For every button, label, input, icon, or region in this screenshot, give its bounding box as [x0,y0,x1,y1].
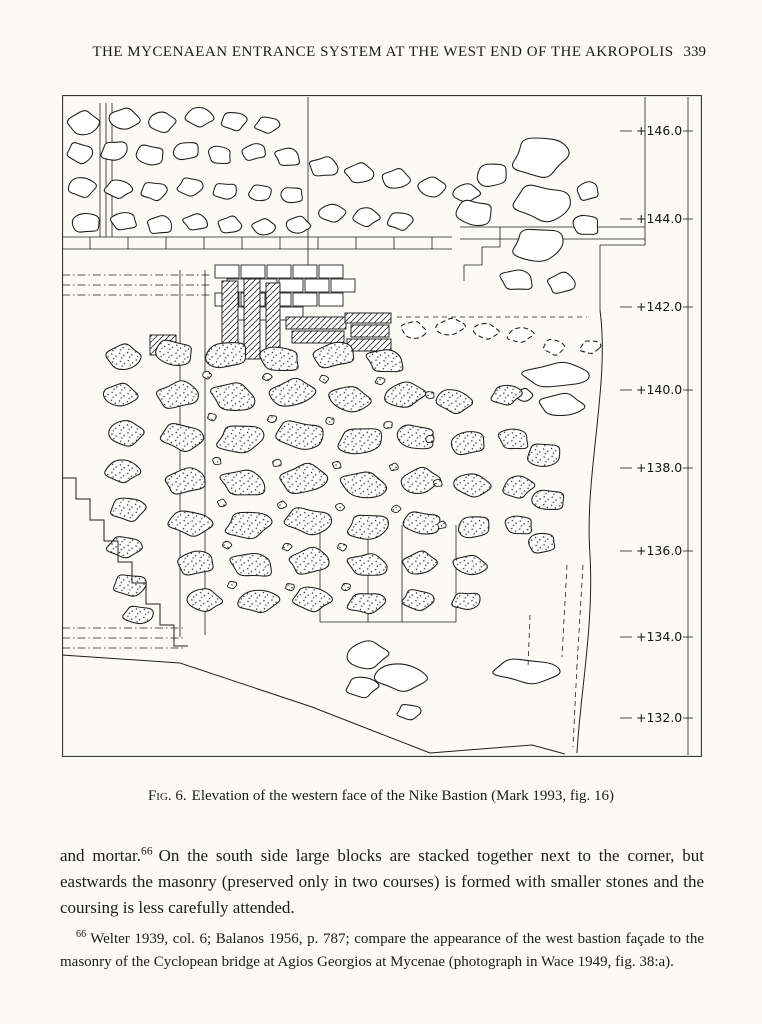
elevation-label: +134.0 [636,629,683,644]
elevation-scale-labels [636,123,682,725]
footnote-text: Welter 1939, col. 6; Balanos 1956, p. 787; compare the appearance of the west bastion façade to the masonry of the Cyclopean bridge at Agios Georgios at Mycenae (photograph in Wace 1949, fig. 38:a). [60,931,704,970]
elevation-drawing [62,95,702,757]
elevation-label: +136.0 [636,543,683,558]
cyclopean-stones [103,339,564,624]
figure-caption-text: Elevation of the western face of the Nike Bastion (Mark 1993, fig. 16) [191,788,615,804]
body-text-after-note: On the south side large blocks are stacked together next to the corner, but eastwards the masonry (preserved only in two courses) is formed with smaller stones and the coursing is less carefully attended. [60,846,705,917]
figure-caption-label: Fig. 6. [147,788,187,804]
elevation-label: +144.0 [636,211,683,226]
elevation-label: +138.0 [636,460,683,475]
footnote [60,928,704,973]
page-number: 339 [683,44,706,60]
elevation-label: +142.0 [636,299,683,314]
elevation-label: +146.0 [636,123,683,138]
footnote-ref: 66 [141,844,153,858]
page-header [60,44,706,66]
body-paragraph [60,843,704,920]
body-text-before-note: and mortar. [60,846,142,865]
figure-caption [0,788,762,805]
running-title: THE MYCENAEAN ENTRANCE SYSTEM AT THE WEST END OF THE AKROPOLIS [92,44,674,60]
footnote-marker: 66 [76,929,87,940]
elevation-label: +132.0 [636,710,683,725]
elevation-label: +140.0 [636,382,683,397]
figure-panel [62,95,702,757]
dashed-stones [400,317,601,355]
